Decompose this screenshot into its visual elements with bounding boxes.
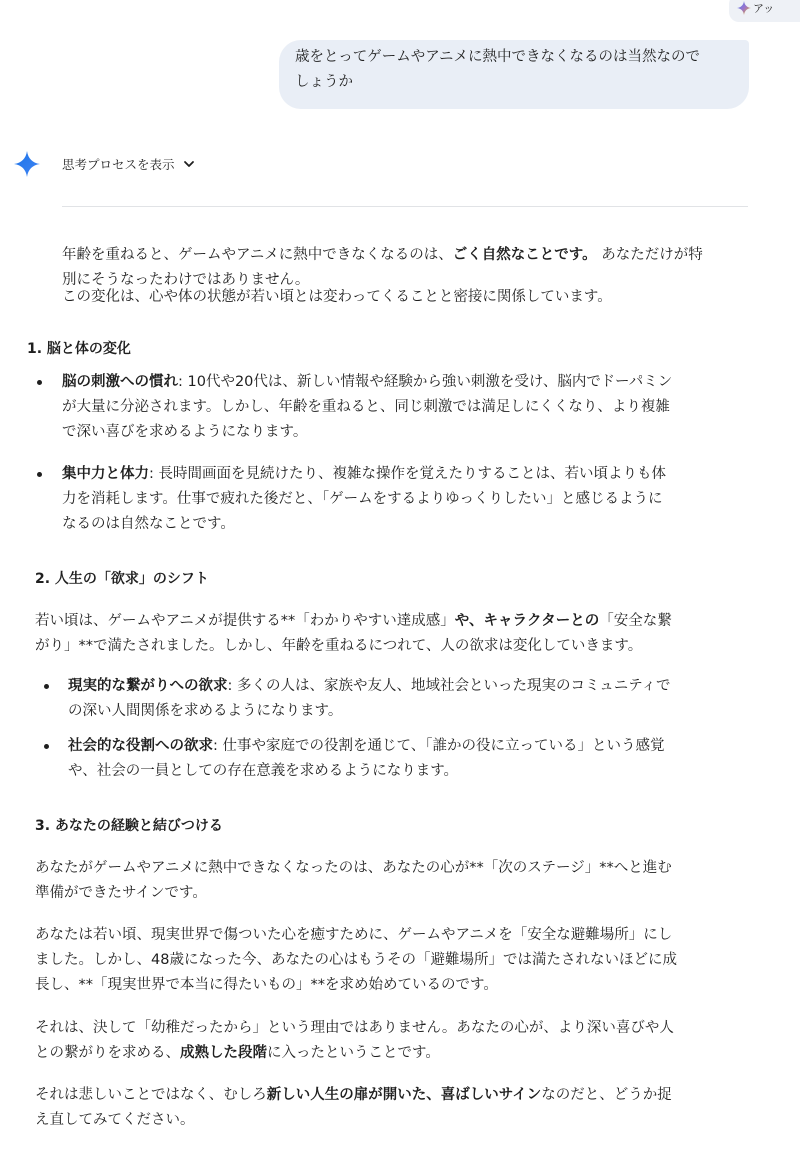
- section3-paragraph-line: あなたがゲームやアニメに熱中できなくなったのは、あなたの心が**「次のステージ」**へと進む: [35, 860, 672, 876]
- section3-paragraph-line: 長し、**「現実世界で本当に得たいもの」**を求め始めているのです。: [35, 977, 498, 993]
- list-item-line: の深い人間関係を求めるようになります。: [68, 703, 343, 719]
- list-item-line: や、社会の一員としての存在意義を求めるようになります。: [68, 763, 459, 779]
- list-item-line: が大量に分泌されます。しかし、年齢を重ねると、同じ刺激では満足しにくくなり、より複雑: [62, 399, 670, 415]
- spark-icon: [737, 1, 751, 15]
- bullet: [44, 684, 49, 689]
- user-message-bubble: [279, 40, 749, 109]
- section2-paragraph-line: 若い頃は、ゲームやアニメが提供する**「わかりやすい達成感」や、キャラクターとの「安全な繋: [35, 613, 672, 629]
- list-item-line: 社会的な役割への欲求: 仕事や家庭での役割を通じて、「誰かの役に立っている」という感覚: [68, 738, 665, 754]
- list-item-line: なるのは自然なことです。: [62, 516, 235, 532]
- list-item-line: 現実的な繋がりへの欲求: 多くの人は、家族や友人、地域社会といった現実のコミュニティで: [68, 678, 671, 694]
- divider: [62, 206, 748, 207]
- user-message-line: 歳をとってゲームやアニメに熱中できなくなるのは当然なので: [295, 49, 700, 65]
- bullet: [37, 380, 42, 385]
- section2-paragraph-line: がり」**で満たされました。しかし、年齢を重ねるにつれて、人の欲求は変化していきます。: [35, 638, 643, 654]
- section3-paragraph-line: それは悲しいことではなく、むしろ新しい人生の扉が開いた、喜ばしいサインなのだと、どうか捉: [35, 1087, 672, 1103]
- section3-paragraph-line: ました。しかし、48歳になった今、あなたの心はもうその「避難場所」では満たされないほどに成: [35, 952, 677, 968]
- show-thinking-label: 思考プロセスを表示: [62, 156, 175, 172]
- list-item-line: 脳の刺激への慣れ: 10代や20代は、新しい情報や経験から強い刺激を受け、脳内でドーパミン: [62, 374, 673, 390]
- show-thinking-toggle[interactable]: [14, 151, 195, 177]
- bullet: [44, 744, 49, 749]
- section3-paragraph-line: との繋がりを求める、成熟した段階に入ったということです。: [35, 1045, 440, 1061]
- list-item-line: 集中力と体力: 長時間画面を見続けたり、複雑な操作を覚えたりすることは、若い頃よりも体: [62, 466, 666, 482]
- section3-heading: 3. あなたの経験と結びつける: [35, 818, 223, 834]
- top-action-chip[interactable]: [729, 0, 800, 22]
- section3-paragraph-line: え直してみてください。: [35, 1112, 195, 1128]
- list-item-line: で深い喜びを求めるようになります。: [62, 424, 308, 440]
- section2-heading: 2. 人生の「欲求」のシフト: [35, 571, 209, 587]
- user-message-line: しょうか: [295, 74, 353, 90]
- section3-paragraph-line: 準備ができたサインです。: [35, 885, 207, 901]
- intro2-paragraph: この変化は、心や体の状態が若い頃とは変わってくることと密接に関係しています。: [62, 289, 612, 305]
- section1-heading: 1. 脳と体の変化: [27, 341, 131, 357]
- section3-paragraph-line: あなたは若い頃、現実世界で傷ついた心を癒すために、ゲームやアニメを「安全な避難場所」にし: [35, 927, 673, 943]
- intro-paragraph-line: 年齢を重ねると、ゲームやアニメに熱中できなくなるのは、ごく自然なことです。 あなただけが特: [62, 247, 703, 263]
- section3-paragraph-line: それは、決して「幼稚だったから」という理由ではありません。あなたの心が、より深い喜びや人: [35, 1020, 674, 1036]
- top-chip-label: アッ: [753, 1, 775, 15]
- chevron-down-icon: [183, 158, 195, 170]
- list-item-line: 力を消耗します。仕事で疲れた後だと、「ゲームをするよりゆっくりしたい」と感じるように: [62, 491, 663, 507]
- bullet: [37, 472, 42, 477]
- gemini-spark-icon: [14, 151, 40, 177]
- intro-paragraph-line: 別にそうなったわけではありません。: [62, 272, 310, 288]
